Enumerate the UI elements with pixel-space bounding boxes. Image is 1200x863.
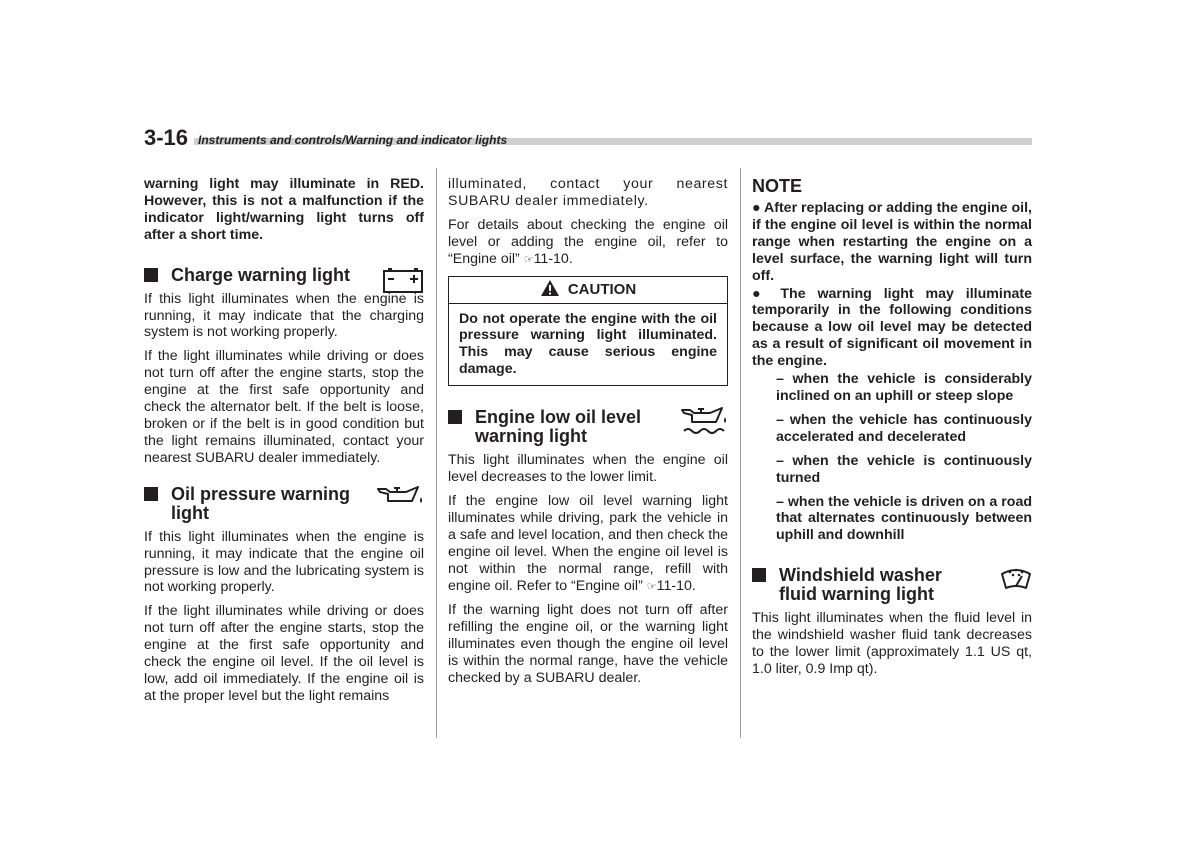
battery-icon [382,264,424,294]
oil-pressure-title-2: light [171,502,209,523]
note-dash-4: – when the vehicle is driven on a road that alternates continuously between uphill and downhill [776,493,1032,544]
section-title: Instruments and controls/Warning and indicator lights [198,133,508,147]
oil-pressure-heading [144,485,424,523]
note-dash-2: – when the vehicle has continuously accelerated and decelerated [776,411,1032,445]
oil-pressure-title-1: Oil pressure warning [171,483,351,504]
note-bullet-1: ● After replacing or adding the engine oil, if the engine oil level is within the normal range when restarting the engine on a level surface, the warning light will turn off. [752,200,1032,284]
page-number: 3-16 [144,126,192,150]
column-1 [144,176,424,712]
details-text: For details about checking the engine oil level or adding the engine oil, refer to “Engine oil” [448,216,728,267]
low-oil-reference: 11-10. [656,577,696,594]
page-header [144,126,1032,150]
washer-heading [752,566,1032,604]
low-oil-paragraph-2-text: If the engine low oil level warning light illuminates while driving, park the vehicle in a safe and level location, and then check the engine oil level. When the engine oil level is not within the normal range, refill with engine oil. Refer to “Engine oil” [448,492,729,594]
details-reference: 11-10. [533,250,573,267]
caution-box [448,276,728,387]
charge-heading [144,266,424,285]
washer-title-1: Windshield washer [779,565,942,586]
note-title: NOTE [752,176,803,196]
note-dash-3: – when the vehicle is continuously turned [776,452,1032,486]
column-divider [436,168,437,738]
charge-paragraph-1: If this light illuminates when the engine is running, it may indicate that the charging system is not working properly. [144,290,424,341]
washer-paragraph-1: This light illuminates when the fluid level in the windshield washer fluid tank decreases to the lower limit (approximately 1.1 US qt, 1.0 liter, 0.9 Imp qt). [752,610,1032,677]
charge-paragraph-2: If the light illuminates while driving or does not turn off after the engine starts, stop the engine at the first safe opportunity and check the alternator belt. If the belt is loose, broken or if the belt is in good condition but the light remains illuminated, contact your nearest SUBARU dealer immediately. [144,348,424,466]
caution-text: Do not operate the engine with the oil pressure warning light illuminated. This may cause serious engine damage. [459,310,717,378]
note-dash-1: – when the vehicle is considerably inclined on an uphill or steep slope [776,371,1032,404]
note-bullet-2: ● The warning light may illuminate temporarily in the following conditions because a low oil level may be detected as a result of significant oil movement in the engine. [752,285,1032,370]
column-2 [448,176,728,694]
washer-title-2: fluid warning light [779,584,934,605]
low-oil-title-1: Engine low oil level [475,407,642,428]
continued-paragraph: illuminated, contact your nearest SUBARU dealer immediately. [448,176,728,209]
oil-level-icon [680,406,728,438]
oil-pressure-paragraph-2: If the light illuminates while driving or does not turn off after the engine starts, stop the engine at the first safe opportunity and check the engine oil level. If the oil level is low, add oil immediately. If the engine oil is at the proper level but the light remains [144,603,424,704]
column-3 [752,176,1032,685]
low-oil-paragraph-2 [448,493,728,595]
oil-pressure-paragraph-1: If this light illuminates when the engine is running, it may indicate that the engine oil pressure is low and the lubricating system is not working properly. [144,528,424,596]
oil-can-icon [376,483,424,509]
reference-icon: ☞ [523,253,534,266]
intro-paragraph: warning light may illuminate in RED. However, this is not a malfunction if the indicator light/warning light turns off after a short time. [144,176,424,243]
details-paragraph [448,217,728,269]
washer-fluid-icon [1000,564,1032,594]
low-oil-paragraph-1: This light illuminates when the engine oil level decreases to the lower limit. [448,452,728,486]
charge-title: Charge warning light [171,264,351,285]
low-oil-title-2: warning light [475,426,587,447]
low-oil-paragraph-3: If the warning light does not turn off after refilling the engine oil, or the warning light illuminates even though the engine oil level is within the normal range, have the vehicle checked by a SUBARU dealer. [448,602,728,687]
warning-triangle-icon [540,279,560,297]
caution-label: CAUTION [567,280,637,298]
caution-heading [449,277,727,304]
low-oil-heading [448,408,728,446]
reference-icon: ☞ [646,580,657,593]
column-divider [740,168,741,738]
